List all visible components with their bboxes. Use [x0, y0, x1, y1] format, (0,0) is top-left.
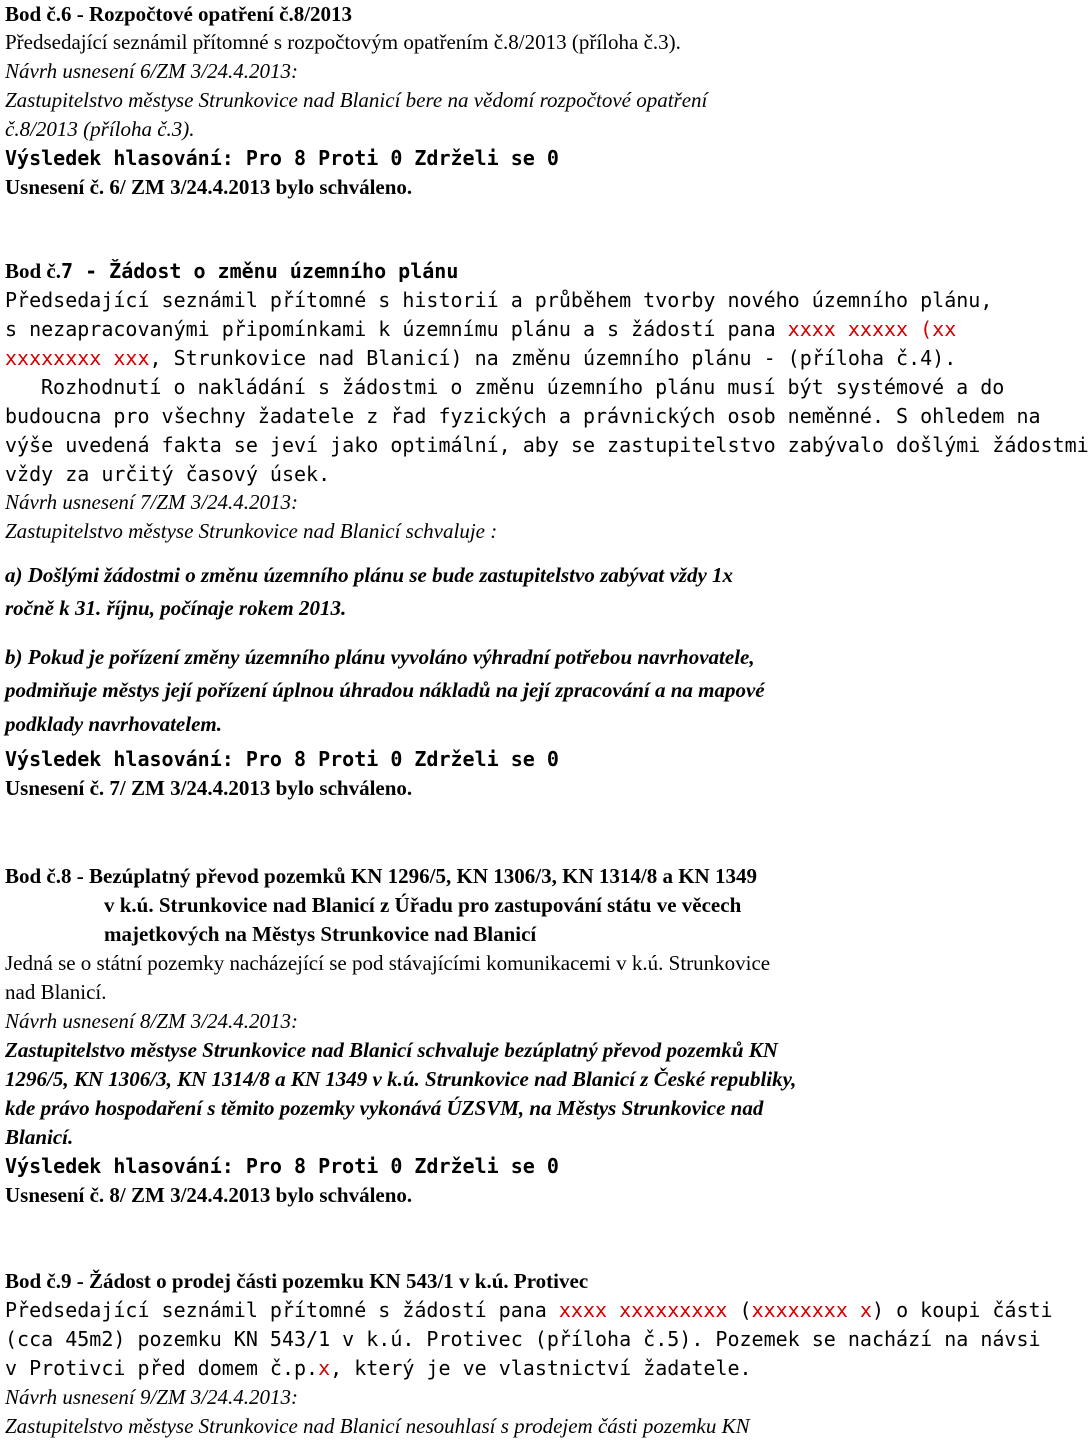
- redacted-house-number: x: [318, 1356, 331, 1380]
- item6-approved: Usnesení č. 6/ ZM 3/24.4.2013 bylo schváleno.: [5, 175, 413, 199]
- item7-resolution: Zastupitelstvo městyse Strunkovice nad Blanicí schvaluje :: [5, 519, 498, 543]
- item8-proposal: Návrh usnesení 8/ZM 3/24.4.2013:: [5, 1009, 299, 1033]
- item9-paragraph-line1-end: ) o koupi části: [871, 1298, 1053, 1322]
- item9-paragraph-line1-text: Předsedající seznámil přítomné s žádostí pana: [5, 1298, 559, 1322]
- redacted-address: xxxxxxxx xxx: [5, 346, 150, 370]
- item9-paragraph-line1: [5, 1296, 1053, 1325]
- item7-point-b: [5, 643, 755, 672]
- item7-paragraph-line6: výše uvedená fakta se jeví jako optimální, aby se zastupitelstvo zabývalo došlými žádostmi: [5, 433, 1089, 457]
- item6-proposal: Návrh usnesení 6/ZM 3/24.4.2013:: [5, 59, 299, 83]
- item9-resolution: Zastupitelstvo městyse Strunkovice nad Blanicí nesouhlasí s prodejem části pozemku KN: [5, 1414, 750, 1438]
- item7-point-a: [5, 561, 733, 590]
- item7-paragraph-line3: [5, 344, 956, 373]
- item8-resolution-line3: kde právo hospodaření s těmito pozemky vykonává ÚZSVM, na Městys Strunkovice nad: [5, 1096, 764, 1120]
- item7-point-b-text: Pokud je pořízení změny územního plánu vyvoláno výhradní potřebou navrhovatele,: [27, 645, 755, 669]
- item8-paragraph-line1: Jedná se o státní pozemky nacházející se pod stávajícími komunikacemi v k.ú. Strunkovice: [5, 951, 771, 975]
- item7-point-a-text: Došlými žádostmi o změnu územního plánu se bude zastupitelstvo zabývat vždy 1x: [27, 563, 734, 587]
- item7-vote-result: Výsledek hlasování: Pro 8 Proti 0 Zdrželi se 0: [5, 747, 559, 771]
- item7-paragraph-line7: vždy za určitý časový úsek.: [5, 462, 331, 486]
- item8-resolution-line2: 1296/5, KN 1306/3, KN 1314/8 a KN 1349 v k.ú. Strunkovice nad Blanicí z České republiky,: [5, 1067, 797, 1091]
- item7-paragraph-line5: budoucna pro všechny žadatele z řad fyzických a právnických osob neměnné. S ohledem na: [5, 404, 1041, 428]
- item6-resolution-line1: Zastupitelstvo městyse Strunkovice nad Blanicí bere na vědomí rozpočtové opatření: [5, 88, 708, 112]
- redacted-name: xxxx xxxxx (xx: [787, 317, 957, 341]
- item9-paragraph-line3-text: v Protivci před domem č.p.: [5, 1356, 319, 1380]
- item7-proposal: Návrh usnesení 7/ZM 3/24.4.2013:: [5, 490, 299, 514]
- item9-paragraph-line3-end: , který je ve vlastnictví žadatele.: [330, 1356, 752, 1380]
- item7-point-a-line2: ročně k 31. říjnu, počínaje rokem 2013.: [5, 596, 347, 620]
- item7-paragraph-line3-text: , Strunkovice nad Blanicí) na změnu územního plánu - (příloha č.4).: [149, 346, 957, 370]
- item8-heading-line1: Bod č.8 - Bezúplatný převod pozemků KN 1296/5, KN 1306/3, KN 1314/8 a KN 1349: [5, 864, 757, 888]
- redacted-address: xxxxxxxx x: [751, 1298, 872, 1322]
- item9-paragraph-line2: (cca 45m2) pozemku KN 543/1 v k.ú. Protivec (příloha č.5). Pozemek se nachází na návsi: [5, 1327, 1041, 1351]
- item7-heading: [5, 257, 458, 286]
- item7-heading-prefix: Bod č.: [5, 259, 62, 283]
- item9-heading: [5, 1267, 588, 1296]
- item9-heading-title: 9 - Žádost o prodej části pozemku KN 543/1 v k.ú. Protivec: [61, 1269, 589, 1293]
- item7-paragraph-line4: Rozhodnutí o nakládání s žádostmi o změnu územního plánu musí být systémové a do: [41, 375, 1005, 399]
- item7-approved: Usnesení č. 7/ ZM 3/24.4.2013 bylo schváleno.: [5, 776, 413, 800]
- item9-paren-open: (: [727, 1298, 752, 1322]
- item8-heading-line3: majetkových na Městys Strunkovice nad Blanicí: [104, 922, 537, 946]
- item8-heading-line2: v k.ú. Strunkovice nad Blanicí z Úřadu pro zastupování státu ve věcech: [104, 893, 742, 917]
- item9-proposal: Návrh usnesení 9/ZM 3/24.4.2013:: [5, 1385, 299, 1409]
- item8-resolution-line4: Blanicí.: [5, 1125, 74, 1149]
- item7-heading-title: 7 - Žádost o změnu územního plánu: [61, 259, 459, 283]
- item8-approved: Usnesení č. 8/ ZM 3/24.4.2013 bylo schváleno.: [5, 1183, 413, 1207]
- item7-point-b-line2: podmiňuje městys její pořízení úplnou úhradou nákladů na její zpracování a na mapové: [5, 678, 765, 702]
- item6-intro: Předsedající seznámil přítomné s rozpočtovým opatřením č.8/2013 (příloha č.3).: [5, 30, 681, 54]
- item6-resolution-line2: č.8/2013 (příloha č.3).: [5, 117, 195, 141]
- item7-point-b-label: b): [5, 645, 23, 669]
- redacted-name: xxxx xxxxxxxxx: [558, 1298, 728, 1322]
- item7-point-b-line3: podklady navrhovatelem.: [5, 712, 222, 736]
- item6-heading: Bod č.6 - Rozpočtové opatření č.8/2013: [5, 2, 353, 26]
- item8-resolution-line1: Zastupitelstvo městyse Strunkovice nad Blanicí schvaluje bezúplatný převod pozemků KN: [5, 1038, 778, 1062]
- item6-vote-result: Výsledek hlasování: Pro 8 Proti 0 Zdrželi se 0: [5, 146, 559, 170]
- item8-paragraph-line2: nad Blanicí.: [5, 980, 107, 1004]
- item7-point-a-label: a): [5, 563, 23, 587]
- item7-paragraph-line2-text: s nezapracovanými připomínkami k územnímu plánu a s žádostí pana: [5, 317, 788, 341]
- item7-paragraph-line2: [5, 315, 956, 344]
- item8-vote-result: Výsledek hlasování: Pro 8 Proti 0 Zdrželi se 0: [5, 1154, 559, 1178]
- item7-paragraph-line1: Předsedající seznámil přítomné s historií a průběhem tvorby nového územního plánu,: [5, 288, 993, 312]
- item9-paragraph-line3: [5, 1354, 752, 1383]
- item9-heading-prefix: Bod č.: [5, 1269, 62, 1293]
